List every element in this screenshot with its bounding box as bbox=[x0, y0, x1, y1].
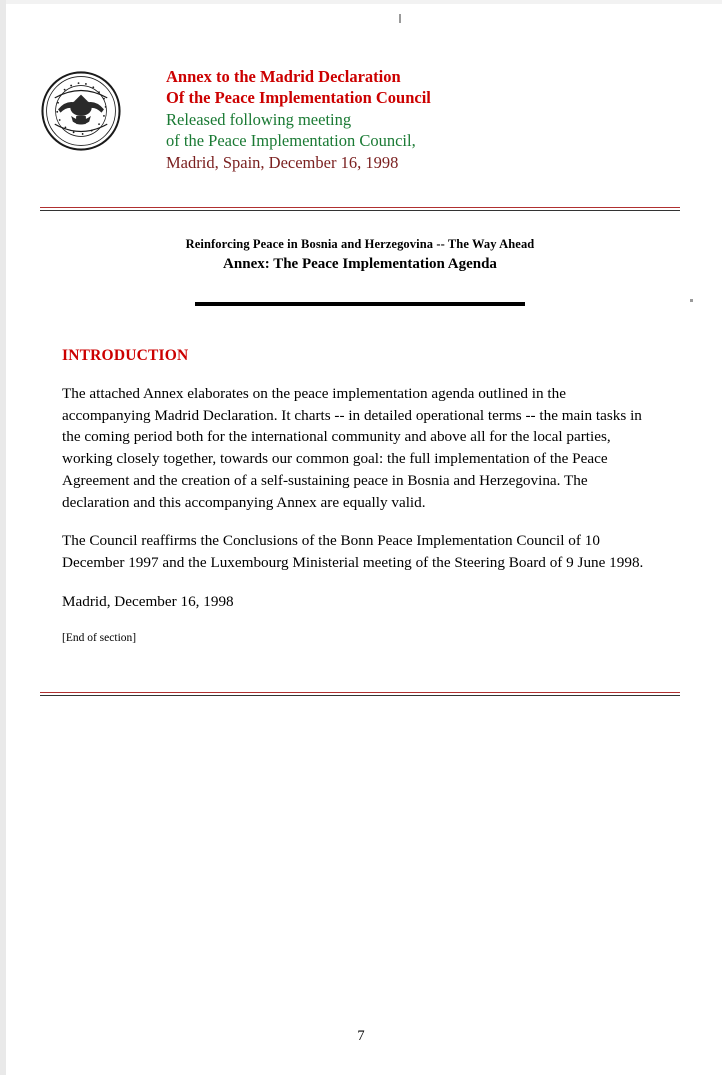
masthead-line-2: Of the Peace Implementation Council bbox=[166, 88, 431, 108]
scan-edge-top bbox=[0, 0, 722, 4]
scan-edge-left bbox=[0, 0, 6, 1075]
document-title: Annex: The Peace Implementation Agenda bbox=[223, 256, 497, 273]
scan-speck bbox=[690, 299, 693, 302]
body-text bbox=[62, 383, 644, 663]
masthead-line-5: Madrid, Spain, December 16, 1998 bbox=[166, 152, 399, 172]
masthead-line-1: Annex to the Madrid Declaration bbox=[166, 67, 401, 86]
section-heading-introduction: INTRODUCTION bbox=[62, 347, 189, 364]
horizontal-rule-top bbox=[40, 207, 680, 211]
paragraph: The Council reaffirms the Conclusions of the Bonn Peace Implementation Council of 10 December 1997 and the Luxembourg Ministerial meeting of the Steering Board of 9 June 1998. bbox=[62, 532, 644, 572]
masthead bbox=[40, 62, 680, 173]
document-subtitle: Reinforcing Peace in Bosnia and Herzegovina -- The Way Ahead bbox=[185, 237, 535, 251]
title-divider-bar bbox=[195, 302, 525, 306]
title-block bbox=[40, 235, 680, 306]
masthead-text bbox=[166, 62, 431, 173]
page-number: 7 bbox=[357, 1028, 365, 1044]
great-seal-icon bbox=[40, 70, 122, 152]
paragraph: Madrid, December 16, 1998 bbox=[62, 592, 234, 610]
end-of-section-marker: [End of section] bbox=[62, 631, 137, 644]
scan-speck bbox=[399, 14, 401, 23]
masthead-line-4: of the Peace Implementation Council, bbox=[166, 131, 416, 151]
paragraph: The attached Annex elaborates on the peace implementation agenda outlined in the accompanying Madrid Declaration. It charts -- in detailed operational terms -- the main tasks in the coming period both for the international community and above all for the local parties, working closely together, towards our common goal: the full implementation of the Peace Agreement and the creation of a self-sustaining peace in Bosnia and Herzegovina. The declaration and this accompanying Annex are equally valid. bbox=[62, 385, 642, 511]
masthead-line-3: Released following meeting bbox=[166, 109, 352, 129]
horizontal-rule-bottom bbox=[40, 692, 680, 696]
